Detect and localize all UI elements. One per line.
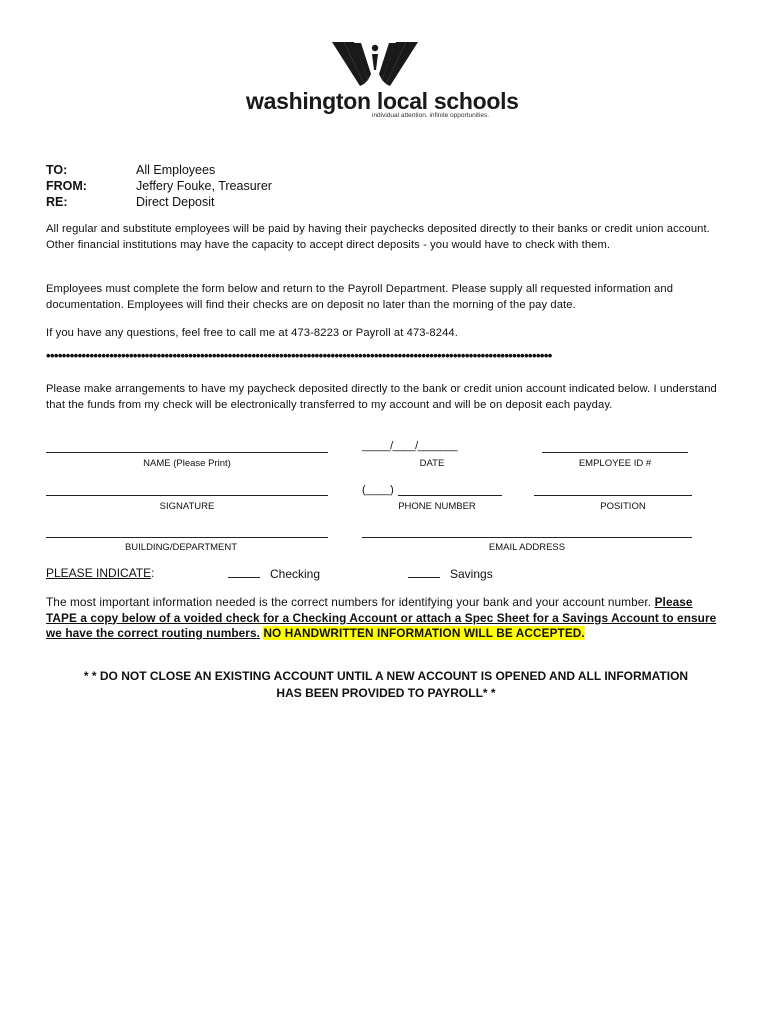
savings-option[interactable] bbox=[408, 566, 493, 581]
memo-from-label: FROM: bbox=[46, 179, 87, 193]
school-logo bbox=[246, 40, 519, 122]
instructions-period: . bbox=[256, 626, 261, 640]
memo-re bbox=[46, 194, 272, 210]
email-line[interactable] bbox=[362, 537, 692, 538]
savings-label: Savings bbox=[450, 567, 493, 581]
paragraph-contact: If you have any questions, feel free to call me at 473-8223 or Payroll at 473-8244. bbox=[46, 327, 458, 339]
phone-area-code[interactable]: (____) bbox=[362, 484, 394, 496]
separator-line: •••••••••••••••••••••••••••••••••••••••••••••••••••••••••••••••••••••••••••••••••••••••••••••••••••••••••••••••••••••••••••••••• bbox=[46, 352, 552, 360]
position-line[interactable] bbox=[534, 495, 692, 496]
employee-id-label: EMPLOYEE ID # bbox=[578, 458, 652, 469]
account-instructions bbox=[46, 595, 726, 642]
phone-label: PHONE NUMBER bbox=[398, 501, 476, 512]
name-label: NAME (Please Print) bbox=[143, 458, 231, 469]
please-indicate-label: PLEASE INDICATE bbox=[46, 566, 152, 580]
memo-header bbox=[46, 162, 272, 210]
memo-to-value: All Employees bbox=[136, 163, 216, 177]
please-indicate-colon: : bbox=[151, 566, 155, 580]
memo-re-label: RE: bbox=[46, 195, 68, 209]
warning-line-2: HAS BEEN PROVIDED TO PAYROLL* * bbox=[276, 686, 496, 700]
closing-warning bbox=[46, 668, 726, 702]
instructions-intro: The most important information needed is the correct numbers for identifying your bank and your account number. bbox=[46, 595, 652, 609]
paragraph-payment-method: All regular and substitute employees will be paid by having their paychecks deposited directly to their banks or credit union account. Other financial institutions may have the capacity to accept direct deposits - you would have to check with them. bbox=[46, 223, 710, 251]
wing-logo-icon bbox=[330, 40, 420, 88]
logo-wordmark: washington local schools bbox=[246, 88, 519, 114]
checking-blank[interactable] bbox=[228, 566, 260, 578]
signature-label: SIGNATURE bbox=[159, 501, 215, 512]
phone-line[interactable] bbox=[398, 495, 502, 496]
checking-option[interactable] bbox=[228, 566, 320, 581]
warning-line-1: * * DO NOT CLOSE AN EXISTING ACCOUNT UNTIL A NEW ACCOUNT IS OPENED AND ALL INFORMATION bbox=[83, 669, 689, 683]
employee-id-line[interactable] bbox=[542, 452, 688, 453]
memo-from-value: Jeffery Fouke, Treasurer bbox=[136, 179, 272, 193]
position-label: POSITION bbox=[600, 501, 646, 512]
memo-to-label: TO: bbox=[46, 163, 68, 177]
memo-from bbox=[46, 178, 272, 194]
building-label: BUILDING/DEPARTMENT bbox=[124, 542, 238, 553]
building-line[interactable] bbox=[46, 537, 328, 538]
date-field[interactable]: _____/____/_______ bbox=[362, 440, 457, 452]
memo-to bbox=[46, 162, 272, 178]
paragraph-authorization: Please make arrangements to have my paycheck deposited directly to the bank or credit union account indicated below. I understand that the funds from my check will be electronically transferred to my account and will be on deposit each payday. bbox=[46, 383, 717, 411]
memo-re-value: Direct Deposit bbox=[136, 195, 215, 209]
date-label: DATE bbox=[419, 458, 445, 469]
paragraph-form-instructions: Employees must complete the form below and return to the Payroll Department. Please supply all requested information and documentation. Employees will find their checks are on deposit no later than the morning of the pay date. bbox=[46, 283, 674, 311]
no-handwritten-notice: NO HANDWRITTEN INFORMATION WILL BE ACCEPTED. bbox=[263, 626, 585, 640]
email-label: EMAIL ADDRESS bbox=[488, 542, 566, 553]
savings-blank[interactable] bbox=[408, 566, 440, 578]
name-line[interactable] bbox=[46, 452, 328, 453]
signature-line[interactable] bbox=[46, 495, 328, 496]
please-indicate bbox=[46, 566, 154, 580]
instructions-tape: Please TAPE a copy below of a voided check for a Checking Account or attach a Spec Sheet for a Savings Account to ensure we have the correct routing numbers bbox=[46, 595, 717, 640]
checking-label: Checking bbox=[270, 567, 321, 581]
logo-tagline: individual attention. infinite opportunities. bbox=[372, 112, 490, 119]
